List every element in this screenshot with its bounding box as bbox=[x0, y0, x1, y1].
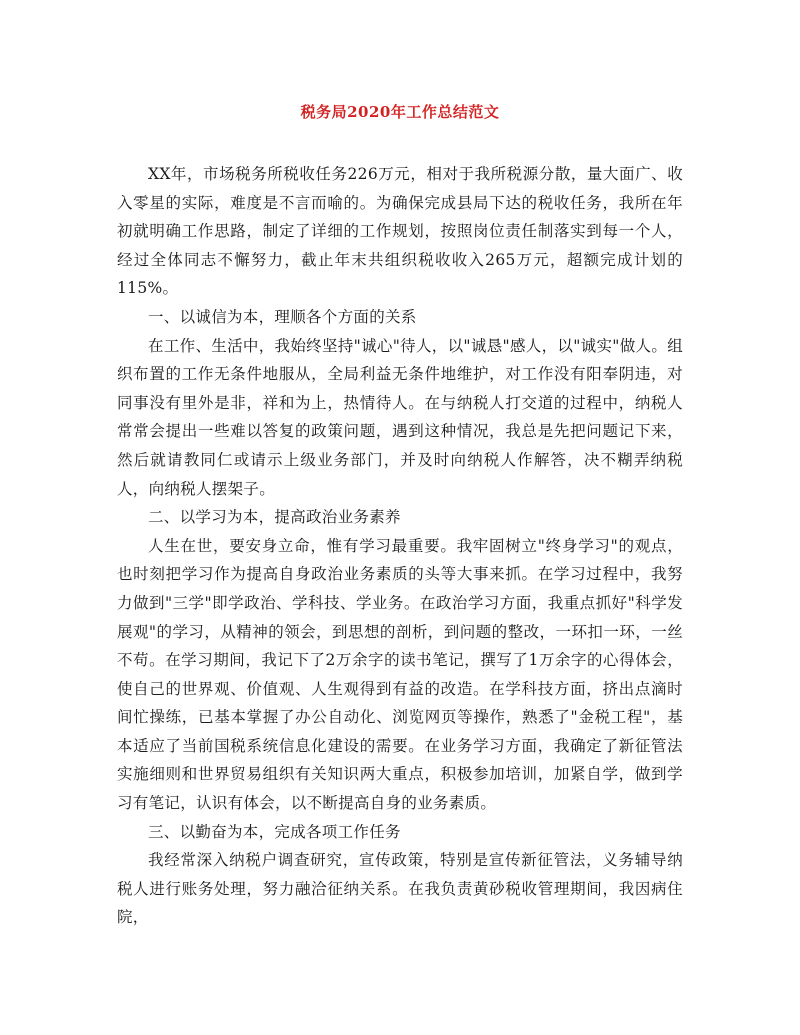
paragraph-integrity: 在工作、生活中，我始终坚持"诚心"待人，以"诚恳"感人，以"诚实"做人。组织布置的工作无条件地服从，全局利益无条件地维护，对工作没有阳奉阴违，对同事没有里外是非，祥和为上，热情待人。在与纳税人打交道的过程中，纳税人常常会提出一些难以答复的政策问题，遇到这种情况，我总是先把问题记下来，然后就请教同仁或请示上级业务部门，并及时向纳税人作解答，决不糊弄纳税人，向纳税人摆架子。 bbox=[117, 336, 683, 498]
section-heading-2: 二、以学习为本，提高政治业务素养 bbox=[148, 508, 401, 527]
paragraph-intro: XX年，市场税务所税收任务226万元，相对于我所税源分散，量大面广、收入零星的实际，难度是不言而喻的。为确保完成县局下达的税收任务，我所在年初就明确工作思路，制定了详细的工作规划，按照岗位责任制落实到每一个人，经过全体同志不懈努力，截止年末共组织税收收入265万元，超额完成计划的115%。 bbox=[117, 165, 683, 298]
paragraph-learning: 人生在世，要安身立命，惟有学习最重要。我牢固树立"终身学习"的观点，也时刻把学习作为提高自身政治业务素质的头等大事来抓。在学习过程中，我努力做到"三学"即学政治、学科技、学业务。在政治学习方面，我重点抓好"科学发展观"的学习，从精神的领会，到思想的剖析，到问题的整改，一环扣一环，一丝不苟。在学习期间，我记下了2万余字的读书笔记，撰写了1万余字的心得体会，使自己的世界观、价值观、人生观得到有益的改造。在学科技方面，挤出点滴时间忙操练，已基本掌握了办公自动化、浏览网页等操作，熟悉了"金税工程"，基本适应了当前国税系统信息化建设的需要。在业务学习方面，我确定了新征管法实施细则和世界贸易组织有关知识两大重点，积极参加培训，加紧自学，做到学习有笔记，认识有体会，以不断提高自身的业务素质。 bbox=[117, 536, 683, 813]
document-page bbox=[117, 100, 683, 932]
paragraph-diligence: 我经常深入纳税户调查研究，宣传政策，特别是宣传新征管法，义务辅导纳税人进行账务处理，努力融洽征纳关系。在我负责黄砂税收管理期间，我因病住院， bbox=[117, 851, 683, 927]
section-heading-3: 三、以勤奋为本，完成各项工作任务 bbox=[148, 822, 401, 841]
document-title: 税务局2020年工作总结范文 bbox=[300, 103, 500, 121]
section-heading-1: 一、以诚信为本，理顺各个方面的关系 bbox=[148, 307, 417, 326]
